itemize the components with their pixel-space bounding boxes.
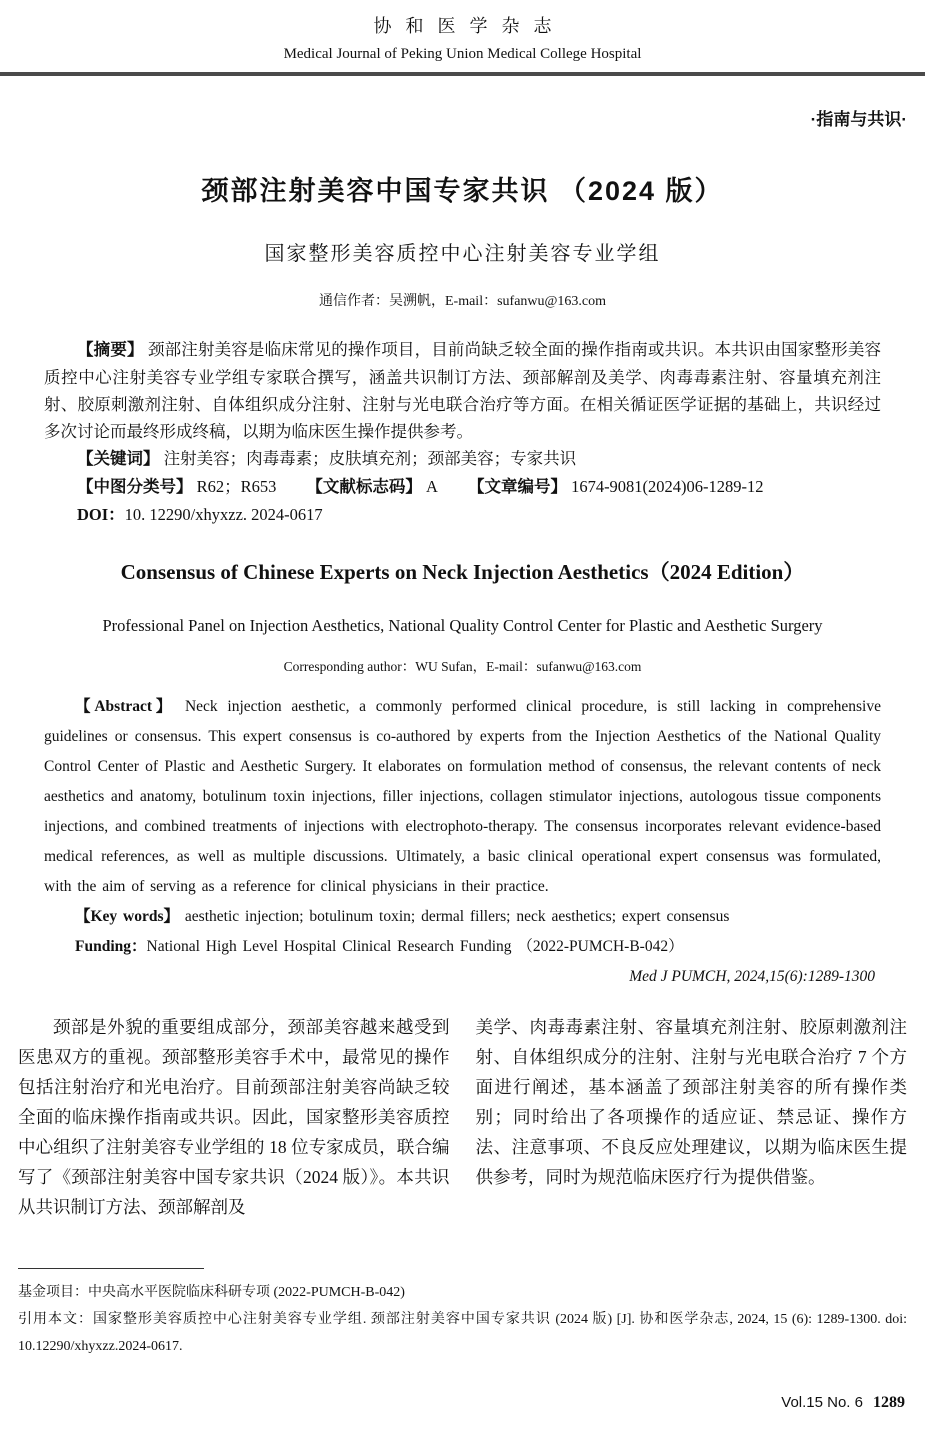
clc-label: 【中图分类号】 [77, 478, 193, 496]
doc-code-label: 【文献标志码】 [306, 478, 422, 496]
author-group-cn: 国家整形美容质控中心注射美容专业学组 [264, 243, 661, 265]
volume-issue: Vol.15 No. 6 [781, 1394, 863, 1411]
journal-citation: Med J PUMCH, 2024,15(6):1289-1300 [629, 968, 875, 985]
doi-line [44, 501, 881, 528]
corresponding-author-cn: 通信作者：吴溯帆，E-mail：sufanwu@163.com [318, 294, 607, 309]
author-group-en: Professional Panel on Injection Aesthetics, National Quality Control Center for Plastic and Aesthetic Surgery [102, 616, 823, 635]
abstract-text-cn: 颈部注射美容是临床常见的操作项目，目前尚缺乏较全面的操作指南或共识。本共识由国家整形美容质控中心注射美容专业学组专家联合撰写，涵盖共识制订方法、颈部解剖及美学、肉毒毒素注射、容量填充剂注射、胶原刺激剂注射、自体组织成分注射、注射与光电联合治疗等方面。在相关循证医学证据的基础上，共识经过多次讨论而最终形成终稿，以期为临床医生操作提供参考。 [44, 340, 881, 441]
journal-name-en: Medical Journal of Peking Union Medical College Hospital [283, 46, 642, 62]
footnote-divider [18, 1268, 204, 1269]
abstract-cn [44, 336, 881, 445]
clc-value: R62；R653 [192, 477, 277, 496]
article-title-cn: 颈部注射美容中国专家共识 （2024 版） [201, 176, 724, 206]
doi-value: 10. 12290/xhyxzz. 2024-0617 [124, 505, 323, 524]
keywords-label-cn: 【关键词】 [77, 450, 160, 468]
body-column-right [476, 1012, 908, 1222]
abstract-label-en: 【Abstract】 [75, 698, 176, 715]
abstract-block-en [44, 692, 881, 962]
page-number: 1289 [873, 1394, 905, 1411]
section-label: ·指南与共识· [810, 110, 907, 129]
abstract-en [44, 692, 881, 902]
body-columns [18, 1012, 907, 1222]
keywords-text-en: aesthetic injection; botulinum toxin; dermal fillers; neck aesthetics; expert consensus [179, 908, 730, 925]
body-paragraph-right: 美学、肉毒毒素注射、容量填充剂注射、胶原刺激剂注射、自体组织成分的注射、注射与光电联合治疗 7 个方面进行阐述，基本涵盖了颈部注射美容的所有操作类别；同时给出了各项操作的适应证、禁忌证、操作方法、注意事项、不良反应处理建议，以期为临床医生提供参考，同时为规范临床医疗行为提供借鉴。 [475, 1017, 907, 1187]
footnote-funding: 基金项目：中央高水平医院临床科研专项 (2022-PUMCH-B-042) [18, 1285, 405, 1300]
body-column-left [18, 1012, 450, 1222]
keywords-line-cn [44, 445, 881, 473]
funding-line-en [44, 932, 881, 962]
journal-name-cn: 协和医学杂志 [373, 16, 566, 36]
abstract-label-cn: 【摘要】 [77, 341, 144, 359]
article-title-en: Consensus of Chinese Experts on Neck Injection Aesthetics（2024 Edition） [120, 560, 805, 584]
footnote-area [18, 1268, 907, 1360]
corresponding-author-en: Corresponding author：WU Sufan，E-mail：sufanwu@163.com [283, 659, 642, 674]
funding-label-en: Funding： [75, 938, 147, 955]
body-paragraph-left: 颈部是外貌的重要组成部分，颈部美容越来越受到医患双方的重视。颈部整形美容手术中，最常见的操作包括注射治疗和光电治疗。目前颈部注射美容尚缺乏较全面的临床操作指南或共识。因此，国家整形美容质控中心组织了注射美容专业学组的 18 位专家成员，联合编写了《颈部注射美容中国专家共识（2024 版）》。本共识从共识制订方法、颈部解剖及 [18, 1017, 450, 1217]
keywords-text-cn: 注射美容；肉毒毒素；皮肤填充剂；颈部美容；专家共识 [159, 449, 577, 468]
classification-line [44, 473, 881, 501]
footnote-citation: 引用本文：国家整形美容质控中心注射美容专业学组. 颈部注射美容中国专家共识 (2024 版) [J]. 协和医学杂志, 2024, 15 (6): 1289-1300. doi: 10.12290/xhyxzz.2024-0617. [18, 1312, 907, 1354]
keywords-line-en [44, 902, 881, 932]
funding-text-en: National High Level Hospital Clinical Research Funding （2022-PUMCH-B-042） [146, 938, 684, 955]
abstract-block-cn [44, 336, 881, 528]
article-id-value: 1674-9081(2024)06-1289-12 [566, 477, 764, 496]
abstract-text-en: Neck injection aesthetic, a commonly performed clinical procedure, is still lacking in comprehensive guidelines or consensus. This expert consensus is co-authored by experts from the Injection Aesthetics of the National Quality Control Center of Plastic and Aesthetic Surgery. It elaborates on formulation method of consensus, the relevant contents of neck aesthetics and anatomy, botulinum toxin injections, filler injections, collagen stimulator injections, autologous tissue components injections, and combined treatments of injections with electrophoto-therapy. The consensus incorporates relevant evidence-based medical references, as well as multiple discussions. Ultimately, a basic clinical operational expert consensus was formulated, with the aim of serving as a reference for clinical physicians in their practice. [44, 698, 881, 895]
doi-label: DOI： [77, 505, 125, 524]
keywords-label-en: 【Key words】 [75, 908, 180, 925]
page-footer [781, 1393, 905, 1413]
article-id-label: 【文章编号】 [467, 478, 567, 496]
doc-code-value: A [421, 477, 438, 496]
header-divider [0, 72, 925, 76]
